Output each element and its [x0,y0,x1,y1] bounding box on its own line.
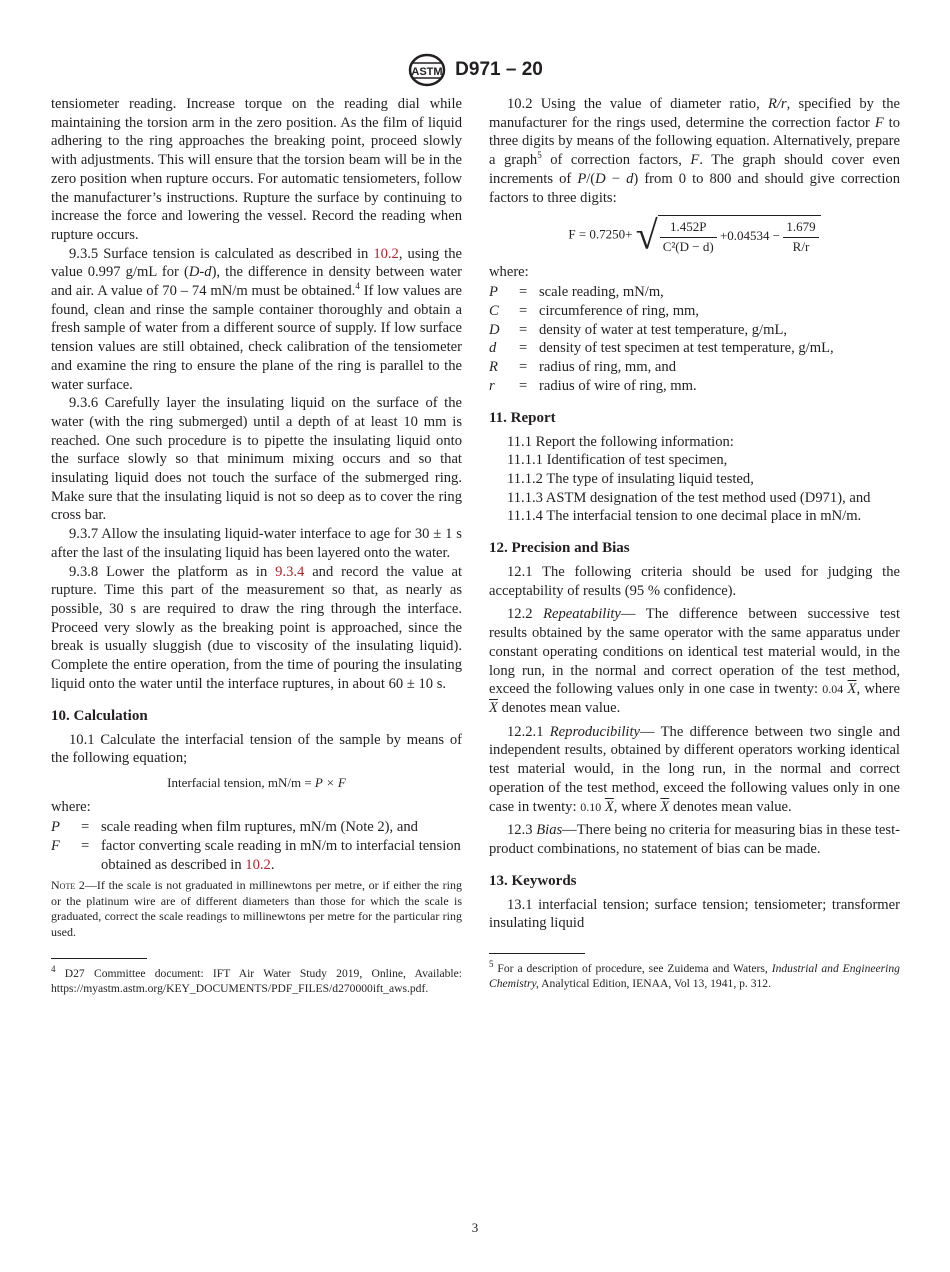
astm-logo-icon [407,53,447,87]
left-column [51,95,462,996]
paragraph-10-2: 10.2 Using the value of diameter ratio, R/r, specified by the manufacturer for the rings used, determine the correction factor F to three digits by means of the following equation. Alternatively, prepare a graph$^5$ of correction factors, F. The graph should cover even increments of P/(D − d) from 0 to 800 and should give correction factors to three digits: [489,96,900,206]
paragraph-9-3-6: 9.3.6 Carefully layer the insulating liquid on the surface of the water (with the ring submerged) until a depth of at least 10 mm is reached. One such procedure is to pipette the insulating liquid onto the surface slowly so that minimum mixing occurs and so that insulating liquid does not touch the surface of the submerged ring. Make sure that the insulating liquid is not so deep as to cover the ring cross bar. [51,395,462,524]
equation-interfacial-tension: Interfacial tension, mN/m = P × F [167,774,346,790]
footnote-ref-4: 4 [355,281,360,292]
paragraph-12-2: 12.2 Repeatability— The difference between successive test results obtained by the same operator with the same apparatus under constant operating conditions on identical test material would, in the long run, in the normal and correct operation of the test method, exceed the following values only in one case in twenty: 0.04 $\overline{X}$, where $\overline{X}$ denotes mean value. [489,606,901,716]
definition-row: P = scale reading, mN/m, [489,284,664,301]
right-column [489,95,900,991]
where-label: where: [51,798,91,815]
footnote-ref-5: 5 [537,150,542,161]
definition-row: R = radius of ring, mm, and [489,359,676,376]
paragraph-11-1: 11.1 Report the following information: [507,433,734,450]
paragraph-11-1-1: 11.1.1 Identification of test specimen, [507,452,728,469]
definition-row: d = density of test specimen at test temperature, g/mL, [489,340,834,357]
definition-list [51,818,462,874]
definition-list [489,283,900,395]
paragraph-13-1: 13.1 interfacial tension; surface tension; tensiometer; transformer insulating liquid [489,896,900,932]
svg-text:ASTM: ASTM [411,66,443,78]
definition-row: D = density of water at test temperature, g/mL, [489,321,788,338]
equation-correction-factor: F = 0.7250+ √ $\frac{1.452P}{\text{C²(D − d)}}$ +0.04534 − $\frac{1.679}{R/r}$ [489,215,900,256]
paragraph-12-3: 12.3 Bias—There being no criteria for measuring bias in these test-product combinations, no statement of bias can be made. [489,822,900,857]
section-heading-report: 11. Report [489,409,556,426]
paragraph-11-1-2: 11.1.2 The type of insulating liquid tested, [507,470,754,487]
section-heading-calculation: 10. Calculation [51,707,148,724]
paragraph-11-1-4: 11.1.4 The interfacial tension to one decimal place in mN/m. [507,508,862,525]
link-10-2[interactable]: 10.2 [373,245,399,262]
paragraph-9-3-8: 9.3.8 Lower the platform as in 9.3.4 and record the value at rupture. Time this part of the measurement so that, as nearly as possible, 30 s are required to draw the ring through the interface. Proceed very slowly as the breaking point is approached, since the break is usually sluggish (due to viscosity of the insulating liquid). Complete the entire operation, from the time of pouring the insulating liquid onto the water until the interface ruptures, in about 60 ± 10 s. [51,563,462,692]
link-9-3-4[interactable]: 9.3.4 [275,563,305,580]
section-heading-keywords: 13. Keywords [489,872,577,889]
paragraph-continuation: tensiometer reading. Increase torque on the reading dial while maintaining the torsion arm in the zero position. As the film of liquid adhering to the ring approaches the breaking point, proceed slowly with adjustments. This will ensure that the torsion beam will be in the zero position when rupture occurs. For automatic tensiometers, follow the manufacturer’s instructions. Rupture the surface by continuing to increase the force and lowering the vessel. Record the reading when rupture occurs. [51,96,462,243]
note-2: Note 2—If the scale is not graduated in millinewtons per metre, or if either the ring or the platinum wire are of different diameters than those for which the scale is graduated, correct the scale readings to millinewtons per metre for the particular ring used. [51,878,462,939]
definition-row: C = circumference of ring, mm, [489,303,700,320]
footnote-4: $^4$ D27 Committee document: IFT Air Water Study 2019, Online, Available: https://myastm.astm.org/KEY_DOCUMENTS/PDF_FILES/d270000ift_aws.pdf. [51,964,462,995]
link-10-2[interactable]: 10.2 [245,856,271,873]
footnote-5: $^5$ For a description of procedure, see Zuidema and Waters, Industrial and Engineering Chemistry, Analytical Edition, IENAA, Vol 13, 1941, p. 312. [489,959,900,990]
paragraph-12-2-1: 12.2.1 Reproducibility— The difference between two single and independent results, obtained by different operators working identical test material would, in the long run, in the normal and correct operation of the test method, exceed the following values only in one case in twenty: 0.10 $\overline{X}$, where $\overline{X}$ denotes mean value. [489,723,900,815]
paragraph-10-1: 10.1 Calculate the interfacial tension of the sample by means of the following equation; [51,731,462,767]
definition-row: P = scale reading when film ruptures, mN/m (Note 2), and [51,819,418,836]
paragraph-11-1-3: 11.1.3 ASTM designation of the test method used (D971), and [507,489,871,506]
definition-row: F = factor converting scale reading in mN/m to interfacial tension obtained as described in 10.2. [51,838,461,873]
page-number: 3 [471,1220,479,1235]
paragraph-9-3-7: 9.3.7 Allow the insulating liquid-water interface to age for 30 ± 1 s after the last of the insulating liquid has been layered onto the water. [51,526,462,561]
standard-designation: D971 – 20 [455,59,543,80]
footnote-divider [51,958,147,959]
section-heading-precision-bias: 12. Precision and Bias [489,540,630,557]
paragraph-12-1: 12.1 The following criteria should be used for judging the acceptability of results (95 % confidence). [489,564,900,599]
footnote-divider [489,953,585,954]
definition-row: r = radius of wire of ring, mm. [489,377,697,394]
radical-sign: √ [635,212,658,258]
page-header [0,53,950,87]
paragraph-9-3-5: 9.3.5 Surface tension is calculated as described in 10.2, using the value 0.997 g/mL for (D-d), the difference in density between water and air. A value of 70 – 74 mN/m must be obtained.$^4$ If low values are found, clean and rinse the sample container thoroughly and obtain a fresh sample of water from a different source of supply. If low surface tension values are still obtained, check calibration of the tensiometer and examine the ring to ensure the plane of the ring is parallel to the water surface. [51,245,462,393]
where-label: where: [489,263,529,280]
